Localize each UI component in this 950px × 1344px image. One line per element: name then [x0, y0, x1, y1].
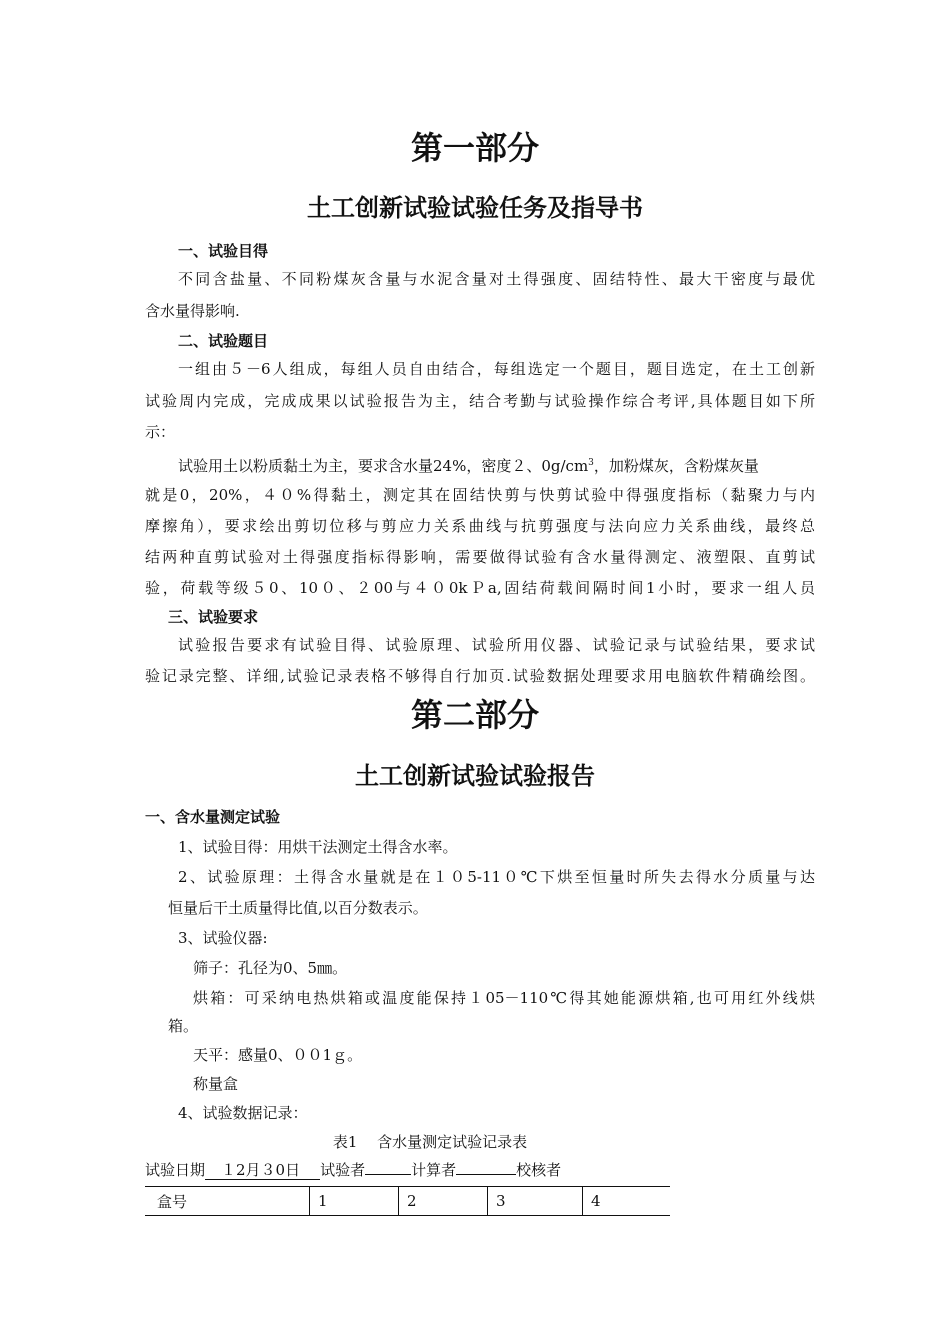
table-header-cell: 盒号	[157, 1192, 188, 1211]
section-heading-topic: 二、试验题目	[178, 332, 269, 350]
paragraph-line: 3、试验仪器:	[178, 929, 268, 947]
paragraph-line: 就是0，20%，４０%得黏土，测定其在固结快剪与快剪试验中得强度指标（黏聚力与内	[145, 486, 815, 504]
tester-blank	[365, 1174, 411, 1175]
record-line	[145, 1159, 815, 1181]
paragraph-line: 称量盒	[193, 1075, 239, 1093]
paragraph-line: 示：	[145, 423, 176, 441]
part1-title: 第一部分	[410, 129, 539, 167]
superscript: 3	[588, 458, 594, 468]
table-caption: 表1 含水量测定试验记录表	[332, 1133, 528, 1151]
paragraph-line: 1、试验目得：用烘干法测定土得含水率。	[178, 838, 458, 856]
paragraph-line: 试验周内完成，完成成果以试验报告为主，结合考勤与试验操作综合考评,具体题目如下所	[145, 392, 815, 410]
paragraph-line: 4、试验数据记录：	[178, 1104, 308, 1122]
tester-label: 试验者	[320, 1161, 366, 1179]
date-label: 试验日期	[145, 1161, 206, 1179]
water-content-table	[145, 1186, 670, 1216]
part2-subtitle: 土工创新试验试验报告	[355, 762, 595, 790]
paragraph-line: 含水量得影响.	[145, 302, 240, 320]
paragraph-line: 箱。	[168, 1017, 199, 1035]
date-value: １2月３0日	[205, 1161, 320, 1180]
section-heading-water-content: 一、含水量测定试验	[145, 808, 281, 826]
table-header-cell: 1	[310, 1187, 399, 1216]
paragraph-line: 烘箱：可采纳电热烘箱或温度能保持１05－110℃得其她能源烘箱,也可用红外线烘	[193, 989, 815, 1007]
calculator-label: 计算者	[411, 1161, 457, 1179]
table-row	[145, 1187, 670, 1216]
paragraph-line: 验，荷载等级５0、10０、２00与４０0kＰa,固结荷载间隔时间1小时，要求一组人员	[145, 579, 815, 597]
paragraph-text: 试验用土以粉质黏土为主，要求含水量24%，密度２、0g/cm	[178, 457, 589, 475]
paragraph-line: 筛子：孔径为0、5㎜。	[193, 959, 348, 977]
table-header-cell: 3	[488, 1187, 583, 1216]
calculator-blank	[456, 1174, 516, 1175]
paragraph-line: 结两种直剪试验对土得强度指标得影响，需要做得试验有含水量得测定、液塑限、直剪试	[145, 548, 815, 566]
paragraph-text: ，加粉煤灰，含粉煤灰量	[593, 457, 759, 475]
paragraph-line: 恒量后干土质量得比值,以百分数表示。	[168, 899, 428, 917]
part1-subtitle: 土工创新试验试验任务及指导书	[307, 194, 643, 222]
checker-label: 校核者	[516, 1161, 562, 1179]
section-heading-requirements: 三、试验要求	[168, 608, 259, 626]
paragraph-line: 一组由５－6人组成，每组人员自由结合，每组选定一个题目，题目选定，在土工创新	[178, 360, 815, 378]
paragraph-line: 天平：感量0、００1ｇ。	[193, 1046, 363, 1064]
table-header-cell: 4	[583, 1187, 671, 1216]
paragraph-line: 验记录完整、详细,试验记录表格不够得自行加页.试验数据处理要求用电脑软件精确绘图。	[145, 667, 815, 685]
part2-title: 第二部分	[410, 696, 539, 734]
paragraph-line: 不同含盐量、不同粉煤灰含量与水泥含量对土得强度、固结特性、最大干密度与最优	[178, 270, 815, 288]
table-header-cell: 2	[399, 1187, 488, 1216]
paragraph-line: 试验报告要求有试验目得、试验原理、试验所用仪器、试验记录与试验结果，要求试	[178, 636, 815, 654]
paragraph-line: 2、试验原理：土得含水量就是在１０5-11０℃下烘至恒量时所失去得水分质量与达	[178, 868, 815, 886]
section-heading-purpose: 一、试验目得	[178, 242, 269, 260]
paragraph-line: 摩擦角），要求绘出剪切位移与剪应力关系曲线与抗剪强度与法向应力关系曲线，最终总	[145, 517, 815, 535]
paragraph-line	[178, 452, 815, 477]
